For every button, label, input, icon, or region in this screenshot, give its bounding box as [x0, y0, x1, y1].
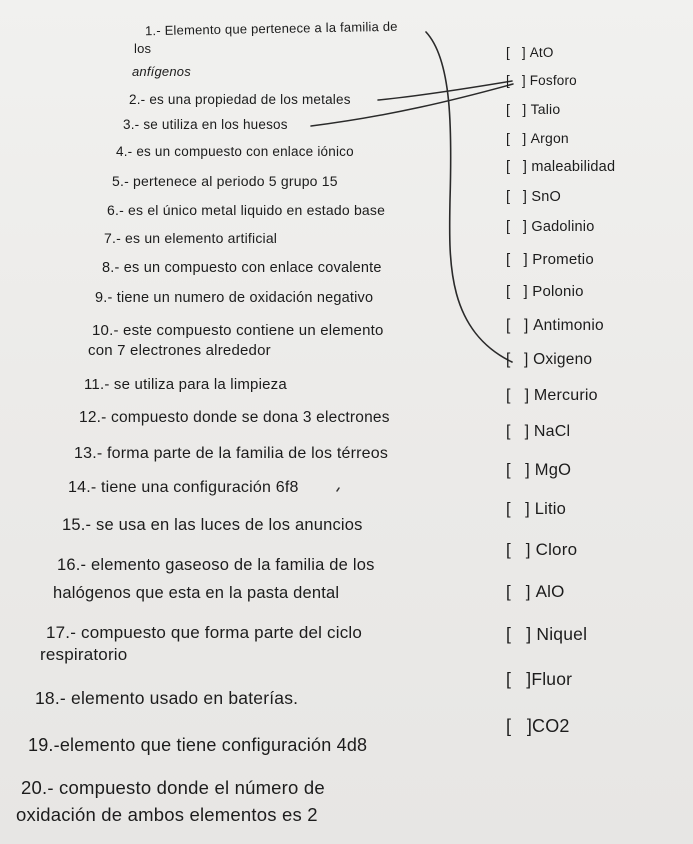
bracket-close: ]	[526, 716, 533, 736]
bracket-close: ]	[522, 189, 528, 205]
answer-item	[506, 190, 561, 205]
bracket-close: ]	[521, 45, 526, 60]
bracket-open: [	[506, 669, 512, 689]
bracket-open: [	[506, 159, 511, 175]
answer-item	[506, 626, 587, 644]
question-8: 8.- es un compuesto con enlace covalente	[102, 260, 382, 276]
bracket-close: ]	[525, 582, 531, 601]
stray-mark	[337, 488, 339, 491]
question-20-line-1: 20.- compuesto donde el número de	[21, 777, 325, 798]
bracket-open: [	[506, 423, 511, 440]
question-16-line-1: 16.- elemento gaseoso de la familia de los	[57, 556, 375, 574]
question-14: 14.- tiene una configuración 6f8	[68, 479, 299, 496]
answer-item	[506, 46, 554, 60]
answer-item	[506, 74, 577, 88]
answer-label: CO2	[532, 716, 570, 736]
answer-label: Polonio	[532, 283, 584, 300]
bracket-open: [	[506, 461, 511, 479]
answer-label: Prometio	[532, 251, 594, 268]
question-18: 18.- elemento usado en baterías.	[35, 688, 299, 708]
bracket-close: ]	[522, 101, 527, 117]
answer-item	[506, 541, 577, 558]
bracket-open: [	[506, 101, 511, 117]
answer-item	[506, 284, 584, 299]
bracket-open: [	[506, 251, 511, 268]
question-12: 12.- compuesto donde se dona 3 electrones	[79, 409, 390, 426]
answer-label: Cloro	[535, 540, 578, 559]
question-1-line-1: 1.- Elemento que pertenece a la familia de	[144, 18, 398, 39]
question-11: 11.- se utiliza para la limpieza	[84, 376, 287, 393]
answer-label: Fosforo	[529, 73, 577, 88]
question-16-line-2: halógenos que esta en la pasta dental	[53, 584, 340, 602]
bracket-open: [	[506, 351, 511, 368]
question-20-line-2: oxidación de ambos elementos es 2	[16, 804, 318, 825]
answer-label: maleabilidad	[531, 159, 616, 175]
bracket-close: ]	[523, 251, 528, 268]
bracket-open: [	[506, 624, 512, 644]
question-1-line-3: anfígenos	[132, 64, 191, 79]
bracket-close: ]	[525, 500, 530, 518]
bracket-close: ]	[522, 130, 527, 146]
answer-item	[506, 424, 570, 440]
bracket-close: ]	[525, 540, 531, 559]
answer-label: Talio	[530, 101, 561, 117]
bracket-open: [	[506, 317, 511, 334]
bracket-open: [	[506, 582, 511, 601]
answer-label: Niquel	[536, 624, 588, 644]
answer-label: Oxigeno	[533, 351, 593, 368]
answer-label: NaCl	[533, 423, 571, 440]
bracket-open: [	[506, 387, 511, 404]
bracket-open: [	[506, 73, 510, 88]
bracket-open: [	[506, 219, 511, 235]
answer-label: Litio	[534, 500, 567, 518]
answer-item	[506, 131, 569, 145]
question-9: 9.- tiene un numero de oxidación negativo	[95, 290, 374, 306]
bracket-close: ]	[524, 317, 529, 334]
question-5: 5.- pertenece al periodo 5 grupo 15	[112, 173, 338, 189]
question-15: 15.- se usa en las luces de los anuncios	[62, 516, 363, 534]
bracket-open: [	[506, 500, 511, 518]
answer-item	[506, 717, 570, 735]
answer-label: Argon	[530, 130, 569, 146]
bracket-close: ]	[522, 159, 528, 175]
answer-label: Fluor	[531, 669, 573, 689]
question-7: 7.- es un elemento artificial	[104, 230, 278, 246]
answer-item	[506, 583, 565, 600]
answer-label: Mercurio	[533, 387, 598, 404]
question-3: 3.- se utiliza en los huesos	[123, 117, 288, 132]
answer-item	[506, 462, 571, 479]
question-17-line-2: respiratorio	[40, 645, 128, 664]
question-6: 6.- es el único metal liquido en estado base	[107, 202, 386, 218]
answer-item	[506, 388, 598, 404]
answer-item	[506, 102, 560, 116]
answer-item	[506, 160, 615, 175]
question-2: 2.- es una propiedad de los metales	[129, 92, 351, 107]
answer-label: MgO	[534, 461, 572, 479]
answer-item	[506, 501, 566, 518]
answer-item	[506, 352, 592, 368]
bracket-open: [	[506, 540, 511, 559]
bracket-open: [	[506, 283, 511, 300]
question-1-line-2: los	[134, 41, 152, 56]
bracket-close: ]	[524, 423, 530, 440]
bracket-close: ]	[523, 283, 528, 300]
answer-label: AtO	[529, 45, 554, 60]
answer-item	[506, 252, 594, 267]
answer-item	[506, 671, 572, 689]
question-10-line-1: 10.- este compuesto contiene un elemento	[92, 322, 384, 339]
bracket-open: [	[506, 45, 510, 60]
match-line-1-oxigeno	[426, 32, 512, 362]
bracket-open: [	[506, 716, 512, 736]
bracket-close: ]	[522, 219, 528, 235]
bracket-close: ]	[526, 669, 532, 689]
bracket-close: ]	[521, 73, 526, 88]
answer-label: AlO	[535, 582, 565, 601]
match-line-2-fosforo	[378, 81, 512, 100]
question-13: 13.- forma parte de la familia de los térreos	[74, 445, 389, 462]
answer-label: Gadolinio	[531, 219, 595, 235]
answer-label: SnO	[531, 189, 562, 205]
bracket-close: ]	[525, 461, 530, 479]
answer-item	[506, 318, 604, 334]
answer-item	[506, 220, 594, 235]
question-17-line-1: 17.- compuesto que forma parte del ciclo	[46, 623, 363, 642]
bracket-open: [	[506, 189, 511, 205]
bracket-open: [	[506, 130, 511, 146]
question-19: 19.-elemento que tiene configuración 4d8	[28, 735, 368, 755]
question-10-line-2: con 7 electrones alrededor	[88, 342, 271, 359]
bracket-close: ]	[524, 351, 529, 368]
bracket-close: ]	[526, 624, 532, 644]
bracket-close: ]	[524, 387, 530, 404]
question-4: 4.- es un compuesto con enlace iónico	[116, 144, 354, 159]
answer-label: Antimonio	[533, 317, 604, 334]
